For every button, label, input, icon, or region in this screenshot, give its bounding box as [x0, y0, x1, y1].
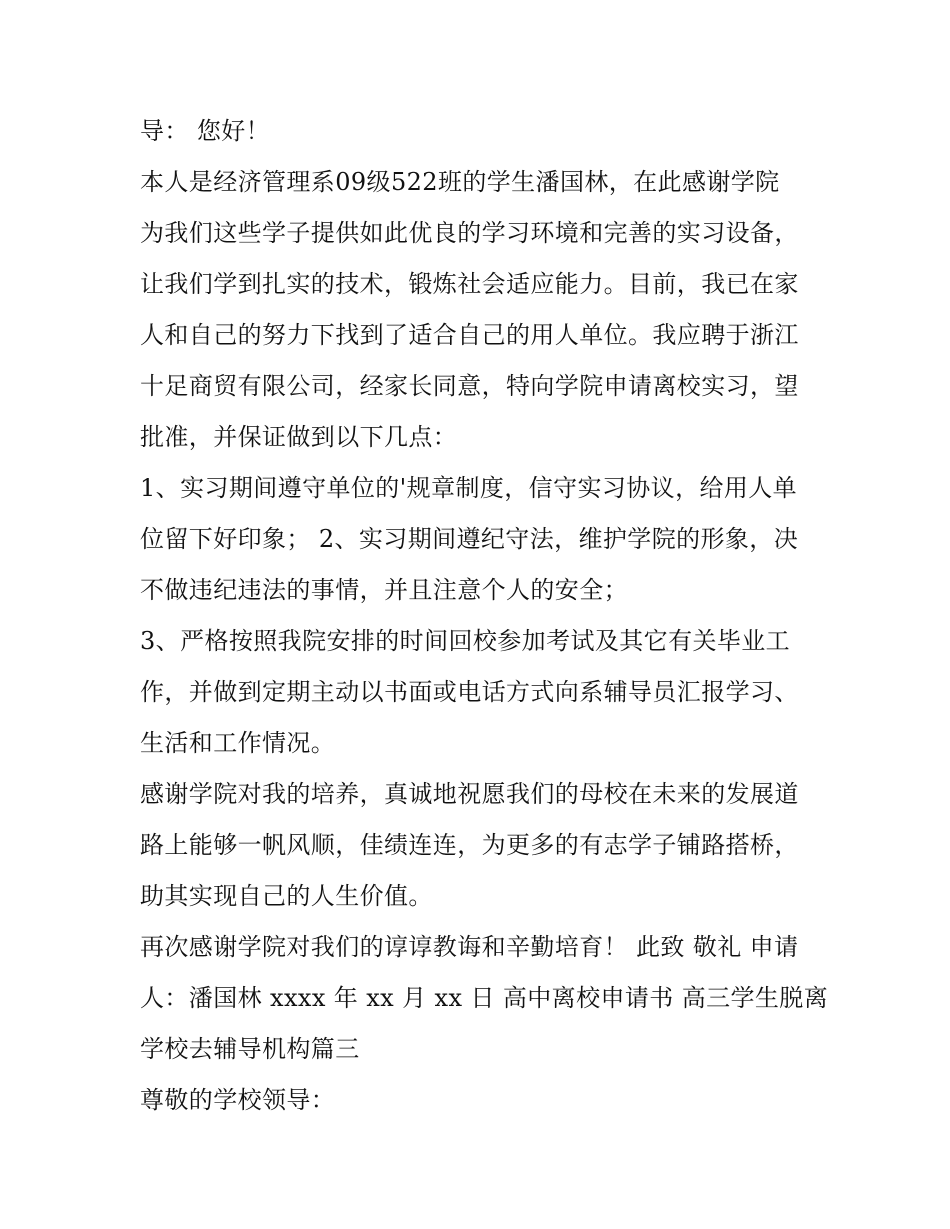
text-line: 3、严格按照我院安排的时间回校参加考试及其它有关毕业工: [140, 627, 791, 655]
text-line: 为我们这些学子提供如此优良的学习环境和完善的实习设备，: [140, 219, 799, 247]
text-line: 让我们学到扎实的技术，锻炼社会适应能力。目前，我已在家: [140, 270, 799, 298]
text-line: 感谢学院对我的培养，真诚地祝愿我们的母校在未来的发展道: [140, 780, 799, 808]
text-line: 本人是经济管理系09级522班的学生潘国林，在此感谢学院: [140, 168, 780, 196]
document-body: [140, 106, 829, 1126]
text-line: 人：潘国林 xxxx 年 xx 月 xx 日 高中离校申请书 高三学生脱离: [140, 984, 829, 1012]
text-line: 十足商贸有限公司，经家长同意，特向学院申请离校实习，望: [140, 372, 799, 400]
text-line: 学校去辅导机构篇三: [140, 1035, 360, 1063]
text-line: 导： 您好！: [140, 117, 271, 145]
text-line: 人和自己的努力下找到了适合自己的用人单位。我应聘于浙江: [140, 321, 799, 349]
text-line: 助其实现自己的人生价值。: [140, 882, 433, 910]
text-line: 1、实习期间遵守单位的'规章制度，信守实习协议，给用人单: [140, 474, 798, 502]
text-line: 生活和工作情况。: [140, 729, 336, 757]
text-line: 批准，并保证做到以下几点：: [140, 423, 458, 451]
text-line: 尊敬的学校领导：: [140, 1086, 336, 1114]
text-line: 位留下好印象； 2、实习期间遵纪守法，维护学院的形象，决: [140, 525, 799, 553]
text-line: 作，并做到定期主动以书面或电话方式向系辅导员汇报学习、: [140, 678, 799, 706]
text-line: 不做违纪违法的事情，并且注意个人的安全；: [140, 576, 628, 604]
text-line: 路上能够一帆风顺，佳绩连连，为更多的有志学子铺路搭桥，: [140, 831, 799, 859]
text-line: 再次感谢学院对我们的谆谆教诲和辛勤培育！ 此致 敬礼 申请: [140, 933, 799, 961]
